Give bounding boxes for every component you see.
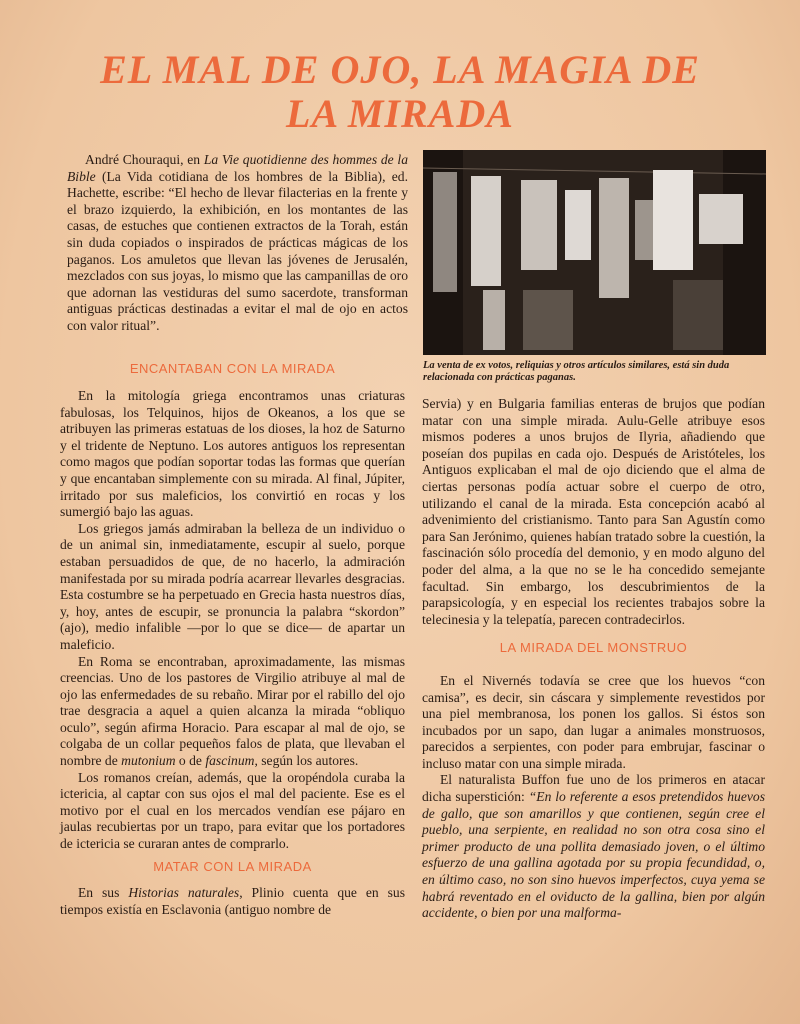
ex-votos-illustration [423, 150, 766, 355]
intro-column [67, 152, 408, 335]
paragraph: En la mitología griega encontramos unas criaturas fabulosas, los Telquinos, hijos de Okeanos, a los que se atribuyen las primeras estatuas de los dioses, la hoz de Saturno y el tridente de Neptuno. Los autores antiguos los representan como magos que podían soportar todas las formas que querían y que encantaban simplemente con su mirada. Al final, Júpiter, irritado por sus maleficios, los convirtió en rocas y los sumergió bajo las aguas. [60, 388, 405, 520]
paragraph: Los romanos creían, además, que la oropéndola curaba la ictericia, al captar con sus ojos el mal del paciente. Ese es el motivo por el cual en los mercados vendían ese pájaro en jaulas recubiertas por un trapo, para evitar que los portadores de ictericia se curaran antes de comprarlo. [60, 769, 405, 852]
left-column [60, 361, 405, 918]
intro-paragraph: André Chouraqui, en La Vie quotidienne des hommes de la Bible (La Vida cotidiana de los hombres de la Biblia), ed. Hachette, escribe: “El hecho de llevar filacterias en la frente y el brazo izquierdo, la exhibición, en los montantes de las casas, de estuches que contienen extractos de la Torah, están sin duda copiados o inspirados de prácticas mágicas de los paganos. Los amuletos que llevan las jóvenes de Jerusalén, mezclados con sus joyas, lo mismo que las campanillas de oro que adornan las vestiduras del sumo sacerdote, transforman antiguas prácticas destinadas a evitar el mal de ojo en actos con valor ritual”. [67, 152, 408, 333]
section-heading: LA MIRADA DEL MONSTRUO [499, 640, 688, 656]
paragraph: En Roma se encontraban, aproximadamente, las mismas creencias. Uno de los pastores de Virgilio atribuye al mal de ojo las enfermedades de su rebaño. Mirar por el rabillo del ojo trae desgracia a aquel a quien alcanza la mirada “obliquo oculo”, según afirma Horacio. Para escapar al mal de ojo, se colgaba de un collar pequeños falos de plata, que llevaban el nombre de mutonium o de fascinum, según los autores. [60, 653, 405, 769]
paragraph: Servia) y en Bulgaria familias enteras de brujos que podían matar con una simple mirada. Aulu-Gelle atribuye esos mismos poderes a unos brujos de Ilyria, añadiendo que poseían dos pupilas en cada ojo. Después de Aristóteles, los Antiguos explicaban el mal de ojo diciendo que el alma de ciertas personas podía actuar sobre el cuerpo de otro, utilizando el canal de la mirada. Esta concepción acabó al advenimiento del cristianismo. Tanto para San Agustín como para San Jerónimo, quienes habían tratado sobre la cuestión, la fascinación sólo procedía del demonio, y en modo alguno del poder del alma, a la que no se le ha concedido semejante facultad. Sin embargo, los descubrimientos de la parapsicología, y en especial los recientes trabajos sobre la telecinesia y la telepatía, parecen contradecirlos. [422, 396, 765, 627]
ex-votos-photo [423, 150, 766, 355]
paragraph: El naturalista Buffon fue uno de los primeros en atacar dicha superstición: “En lo referente a esos pretendidos huevos de gallo, que son amarillos y que contienen, según cree el pueblo, una serpiente, en realidad no son otra cosa sino el primer producto de una pollita demasiado joven, o el último esfuerzo de una gallina agotada por su propia fecundidad, o, en último caso, no son sino huevos imperfectos, cuya yema se habrá reventado en el oviducto de la gallina, bien por algún accidente, o bien por una malforma- [422, 772, 765, 921]
section-heading: MATAR CON LA MIRADA [153, 858, 312, 874]
page-title: EL MAL DE OJO, LA MAGIA DE LA MIRADA [100, 47, 700, 136]
paragraph: En sus Historias naturales, Plinio cuenta que en sus tiempos existía en Esclavonia (antiguo nombre de [60, 885, 405, 917]
paragraph: En el Nivernés todavía se cree que los huevos “con camisa”, es decir, sin cáscara y simplemente revestidos por una piel membranosa, los ponen los gallos. Si éstos son incubados por un sapo, dan lugar a animales monstruosos, parecidos a serpientes, con poder para embrujar, fascinar o incluso matar con una simple mirada. [422, 672, 765, 771]
right-column [422, 396, 765, 922]
section-heading: ENCANTABAN CON LA MIRADA [129, 361, 336, 376]
paragraph: Los griegos jamás admiraban la belleza de un individuo o de un animal sin, inmediatamente, escupir al suelo, porque estaban persuadidos de que, de no hacerlo, la admiración manifestada por su mirada podría acarrear llevarles desgracias. Esta costumbre se ha perpetuado en Grecia hasta nuestros días, y, hoy, antes de escupir, se pronuncia la palabra “skordon” (ajo), medio infalible —por lo que se dice— de apartar un maleficio. [60, 520, 405, 652]
photo-caption: La venta de ex votos, reliquias y otros artículos similares, está sin duda relacionada con prácticas paganas. [423, 360, 730, 383]
